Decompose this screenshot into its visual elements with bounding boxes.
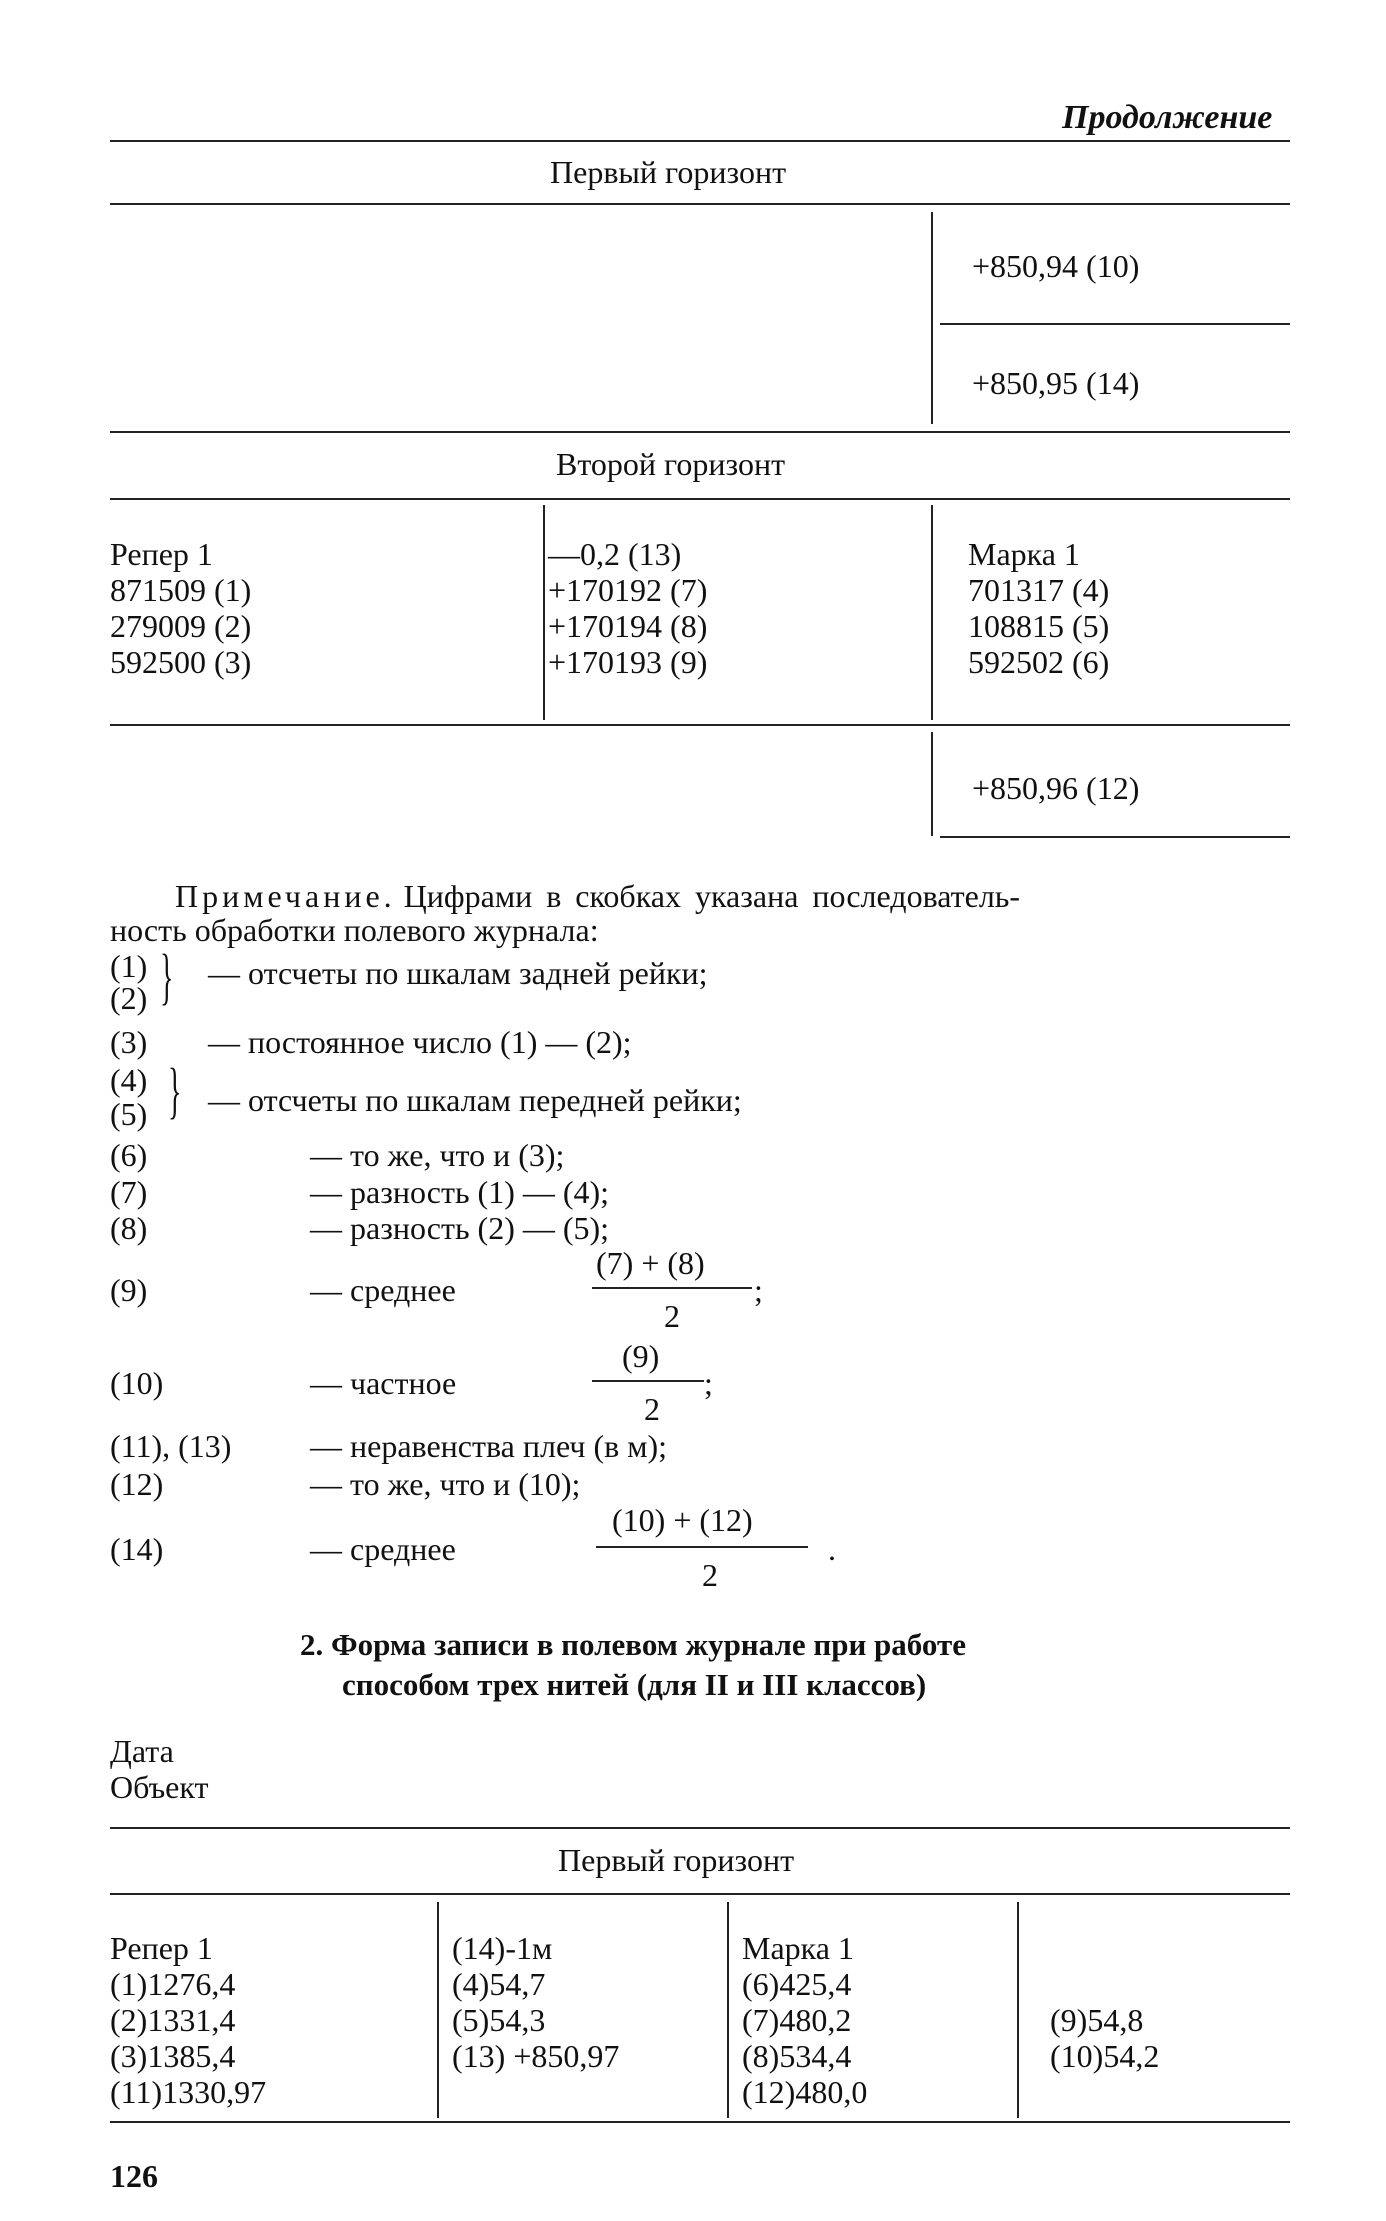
brace-icon: } — [160, 943, 174, 1011]
note-item-12: (12) — [110, 1466, 164, 1502]
value-8: +170194 (8) — [548, 608, 708, 644]
value-10: (10)54,2 — [1050, 2038, 1160, 2074]
note-item-14: (14) — [110, 1531, 164, 1567]
table1-rule-4 — [110, 498, 1290, 500]
section2-heading-line2: способом трех нитей (для II и III классов) — [342, 1667, 927, 1702]
table2-title: Первый горизонт — [558, 1842, 795, 1878]
first-horizon-value-10: +850,94 (10) — [972, 248, 1140, 284]
table2-top-rule — [110, 1827, 1290, 1829]
continuation-label: Продолжение — [1062, 99, 1273, 136]
front-mark-label: Марка 1 — [968, 536, 1080, 572]
fraction-10-denominator: 2 — [644, 1391, 660, 1427]
note-item-6-text: — то же, что и (3); — [310, 1137, 565, 1173]
table2-col-divider-1 — [437, 1902, 439, 2118]
reading-8: (8)534,4 — [742, 2038, 852, 2074]
value-13: (13) +850,97 — [452, 2038, 620, 2074]
reading-2: 279009 (2) — [110, 608, 252, 644]
first-horizon-value-14: +850,95 (14) — [972, 365, 1140, 401]
note-item-6: (6) — [110, 1137, 148, 1173]
table2-col2 — [452, 1930, 619, 2074]
note-item-9: (9) — [110, 1272, 148, 1308]
fraction-9-denominator: 2 — [664, 1298, 680, 1334]
note-item-10: (10) — [110, 1365, 164, 1401]
table2-col-divider-3 — [1017, 1902, 1019, 2118]
table1-col-divider-2 — [931, 505, 933, 720]
note-item-11-13-text: — неравенства плеч (в м); — [310, 1428, 668, 1464]
table1-result-rule — [940, 836, 1290, 838]
table1-rule-5 — [110, 724, 1290, 726]
table1-second-horizon-title: Второй горизонт — [556, 446, 786, 482]
table2-bottom-rule — [110, 2121, 1290, 2123]
table1-first-horizon-title: Первый горизонт — [550, 154, 787, 190]
value-5: (5)54,3 — [452, 2002, 546, 2038]
table1-first-inner-rule — [940, 323, 1290, 325]
note-item-7: (7) — [110, 1174, 148, 1210]
page-number: 126 — [110, 2158, 158, 2194]
note-item-1-2-text: — отсчеты по шкалам задней рейки; — [208, 955, 708, 991]
note-item-11-13: (11), (13) — [110, 1428, 232, 1464]
second-horizon-col3 — [968, 536, 1109, 680]
reading-3: 592500 (3) — [110, 644, 252, 680]
note-item-3-text: — постоянное число (1) — (2); — [208, 1024, 632, 1060]
note-item-8: (8) — [110, 1210, 148, 1246]
note-item-7-text: — разность (1) — (4); — [310, 1174, 610, 1210]
note-item-1: (1) — [110, 948, 148, 984]
reading-3: (3)1385,4 — [110, 2038, 236, 2074]
fraction-14-numerator: (10) + (12) — [612, 1502, 753, 1538]
front-mark-label: Марка 1 — [742, 1930, 854, 1966]
table2-col4 — [1050, 2002, 1159, 2074]
reading-11: (11)1330,97 — [110, 2074, 267, 2110]
fraction-10-end: ; — [704, 1365, 713, 1401]
rear-benchmark-label: Репер 1 — [110, 536, 213, 572]
note-item-3: (3) — [110, 1024, 148, 1060]
note-intro-rest: Цифрами в скобках указана последователь- — [403, 878, 1021, 914]
note-item-5: (5) — [110, 1096, 148, 1132]
reading-5: 108815 (5) — [968, 608, 1110, 644]
value-9: +170193 (9) — [548, 644, 708, 680]
note-label: Примечание. — [175, 878, 396, 914]
fraction-10-bar — [592, 1380, 704, 1382]
reading-7: (7)480,2 — [742, 2002, 852, 2038]
fraction-9-end: ; — [754, 1272, 763, 1308]
table2-rule-2 — [110, 1893, 1290, 1895]
reading-6: 592502 (6) — [968, 644, 1110, 680]
second-horizon-result-12: +850,96 (12) — [972, 770, 1140, 806]
table1-top-rule — [110, 140, 1290, 142]
second-horizon-col2 — [548, 536, 707, 680]
reading-4: 701317 (4) — [968, 572, 1110, 608]
fraction-10-numerator: (9) — [622, 1338, 660, 1374]
section2-heading-line1: 2. Форма записи в полевом журнале при работе — [300, 1627, 966, 1662]
table2-col3 — [742, 1930, 867, 2110]
value-14: (14)-1м — [452, 1930, 553, 1966]
table1-result-divider — [931, 732, 933, 836]
note-item-2: (2) — [110, 980, 148, 1016]
fraction-9-bar — [592, 1287, 752, 1289]
rear-benchmark-label: Репер 1 — [110, 1930, 213, 1966]
note-item-4-5-text: — отсчеты по шкалам передней рейки; — [208, 1082, 742, 1118]
table1-col-divider-1 — [543, 505, 545, 720]
reading-1: 871509 (1) — [110, 572, 252, 608]
fraction-9-numerator: (7) + (8) — [596, 1245, 705, 1281]
note-item-8-text: — разность (2) — (5); — [310, 1210, 610, 1246]
fraction-14-bar — [596, 1546, 808, 1548]
value-13: —0,2 (13) — [548, 536, 682, 572]
note-intro-line1 — [175, 878, 1020, 914]
date-label: Дата — [110, 1733, 174, 1769]
note-item-4: (4) — [110, 1062, 148, 1098]
reading-2: (2)1331,4 — [110, 2002, 236, 2038]
table1-rule-2 — [110, 203, 1290, 205]
table2-col1 — [110, 1930, 266, 2110]
note-intro-line2: ность обработки полевого журнала: — [110, 912, 599, 948]
value-4: (4)54,7 — [452, 1966, 546, 2002]
note-item-12-text: — то же, что и (10); — [310, 1466, 581, 1502]
object-label: Объект — [110, 1769, 209, 1805]
value-9: (9)54,8 — [1050, 2002, 1144, 2038]
note-item-10-text: — частное — [310, 1365, 457, 1401]
brace-icon: } — [168, 1057, 182, 1125]
value-7: +170192 (7) — [548, 572, 708, 608]
note-item-9-text: — среднее — [310, 1272, 456, 1308]
reading-6: (6)425,4 — [742, 1966, 852, 2002]
reading-12: (12)480,0 — [742, 2074, 868, 2110]
reading-1: (1)1276,4 — [110, 1966, 236, 2002]
second-horizon-col1 — [110, 536, 251, 680]
fraction-14-end: . — [828, 1531, 836, 1567]
table2-col-divider-2 — [727, 1902, 729, 2118]
note-item-14-text: — среднее — [310, 1531, 456, 1567]
fraction-14-denominator: 2 — [702, 1557, 718, 1593]
table1-first-col-divider — [931, 212, 933, 424]
table1-rule-3 — [110, 431, 1290, 433]
